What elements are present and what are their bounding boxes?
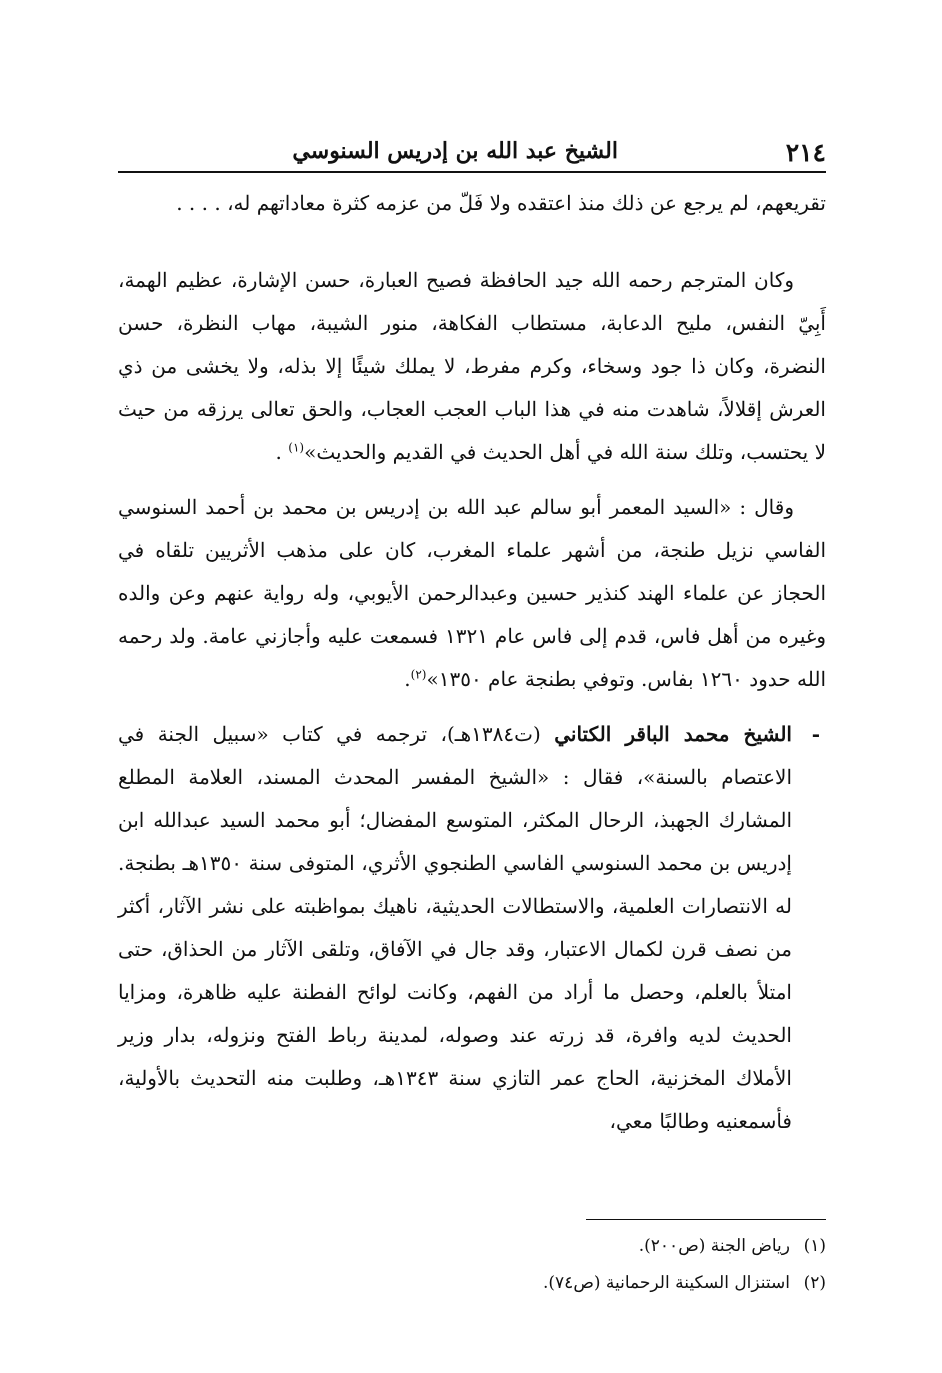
body-text [118,182,826,1155]
paragraph-quote [118,486,826,701]
scholar-name: الشيخ محمد الباقر الكتاني [554,722,792,746]
header-rule [118,171,826,173]
paragraph-text: (ت١٣٨٤هـ)، ترجمه في كتاب «سبيل الجنة في الاعتصام بالسنة»، فقال : «الشيخ المفسر المحدث المسند، العلامة المطلع المشارك الجهبذ، الرحال المكثر، المتوسع المفضال؛ أبو محمد السيد عبدالله ابن إدريس بن محمد السنوسي الفاسي الطنجوي الأثري، المتوفى سنة ١٣٥٠هـ بطنجة. له الانتصارات العلمية، والاستطالات الحديثية، ناهيك بمواظبته على نشر الآثار، أكثر من نصف قرن لكمال الاعتبار، وقد جال في الآفاق، وتلقى الآثار من الحذاق، حتى امتلأ بالعلم، وحصل ما أراد من الفهم، وكانت لوائح الفطنة عليه ظاهرة، ومزايا الحديث لديه وافرة، قد زرته عند وصوله، لمدينة رباط الفتح ونزوله، بدار وزير الأملاك المخزنية، الحاج عمر التازي سنة ١٣٤٣هـ، وطلبت منه التحديث بالأولية، فأسمعنيه وطالبًا معي، [118,722,792,1133]
paragraph-continuation [118,182,826,225]
paragraph-translator-description [118,259,826,474]
footnote-ref-2[interactable]: (٢) [410,667,427,682]
footnote-item [118,1228,826,1265]
running-title: الشيخ عبد الله بن إدريس السنوسي [292,138,618,164]
footnote-ref-1[interactable]: (١) [288,440,305,455]
footnote-text: استنزال السكينة الرحمانية (ص٧٤). [543,1273,790,1293]
paragraph-text: وكان المترجم رحمه الله جيد الحافظة فصيح العبارة، حسن الإشارة، عظيم الهمة، أَبِيّ النفس، مليح الدعابة، مستطاب الفكاهة، منور الشيبة، مهاب النظرة، حسن النضرة، وكان ذا جود وسخاء، وكرم مفرط، لا يملك شيئًا إلا بذله، ولا يخشى من ذي العرش إقلالاً، شاهدت منه في هذا الباب العجب العجاب، والحق تعالى يرزقه من حيث لا يحتسب، وتلك سنة الله في أهل الحديث في القديم والحديث» [118,268,826,464]
bullet-paragraph [118,713,826,1143]
footnote-number: (٢) [803,1273,826,1293]
paragraph-end: . [404,667,411,691]
paragraph-text: وقال : «السيد المعمر أبو سالم عبد الله بن إدريس بن محمد بن أحمد السنوسي الفاسي نزيل طنجة، من أشهر علماء المغرب، كان على مذهب الأثريين تلقاه في الحجاز عن علماء الهند كنذير حسين وعبدالرحمن الأيوبي، وله رواية عنهم وعن والده وغيره من أهل فاس، قدم إلى فاس عام ١٣٢١ فسمعت عليه وأجازني عامة. ولد رحمه الله حدود ١٢٦٠ بفاس. وتوفي بطنجة عام ١٣٥٠» [118,495,827,691]
paragraph-end: . [275,440,289,464]
footnote-item [118,1265,826,1302]
footnote-rule [586,1219,826,1220]
page-header [118,130,826,170]
bullet-dash: - [811,722,820,746]
book-page [118,130,826,1310]
footnote-text: رياض الجنة (ص٢٠٠). [638,1236,790,1256]
footnotes [118,1228,826,1302]
footnote-number: (١) [803,1236,826,1256]
paragraph-text: تقريعهم، لم يرجع عن ذلك منذ اعتقده ولا فَلّ من عزمه كثرة معاداتهم له، . . . . [176,191,826,215]
page-number: ٢١٤ [785,138,826,167]
